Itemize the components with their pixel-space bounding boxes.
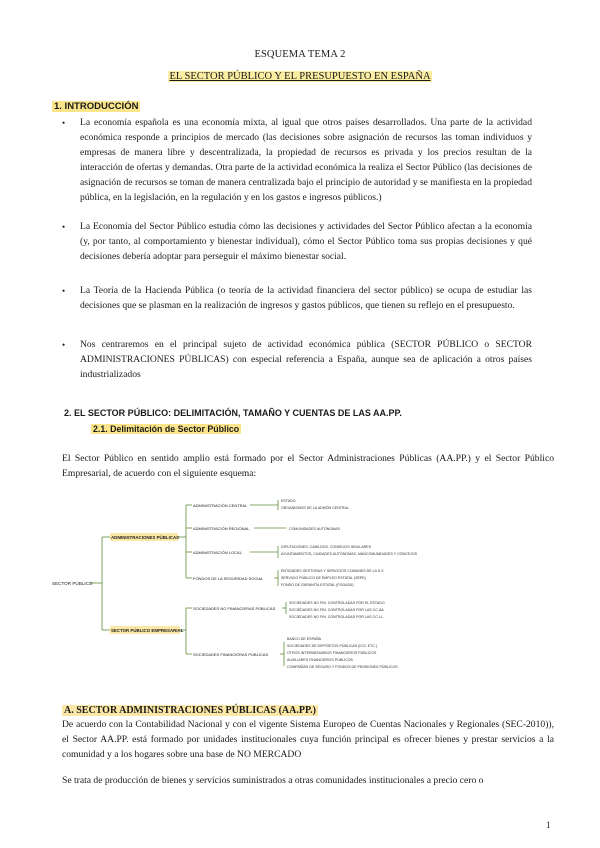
section-2-heading: 2. EL SECTOR PÚBLICO: DELIMITACIÓN, TAMAÑO Y CUENTAS DE LAS AA.PP. <box>64 408 402 418</box>
diagram-node-seguridad-social: FONDOS DE LA SEGURIDAD SOCIAL <box>193 576 264 581</box>
diagram-node-financieras: SOCIEDADES FINANCIERAS PÚBLICAS <box>193 652 269 657</box>
diagram-leaf: OTROS INTERMEDIARIOS FINANCIEROS PÚBLICOS <box>287 651 377 655</box>
diagram-leaf: FONDO DE GARANTÍA ESTATAL (FOGASA) <box>281 583 354 587</box>
diagram-leaf: SOCIEDADES NO FIN. CONTROLADAS POR LAS CC.LL. <box>289 615 384 619</box>
diagram-leaf: BANCO DE ESPAÑA <box>287 637 322 641</box>
diagram-branch-empresarial: SECTOR PÚBLICO EMPRESARIAL <box>111 628 184 633</box>
diagram-leaf: SOCIEDADES NO FIN. CONTROLADAS POR LAS CC.AA. <box>289 608 385 612</box>
diagram-leaf: ORGANISMOS DE LA ADMÓN CENTRAL <box>281 506 349 510</box>
diagram-leaf: SERVICIO PÚBLICO DE EMPLEO ESTATAL (SEPE) <box>281 576 366 580</box>
sector-publico-diagram <box>50 490 550 690</box>
diagram-leaf: ENTIDADES GESTORAS Y SERVICIOS COMUNES DE LA S.S. <box>281 569 385 573</box>
diagram-node-admin-central: ADMINISTRACIÓN CENTRAL <box>193 503 248 508</box>
diagram-leaf: DIPUTACIONES, CABILDOS, CONSEJOS INSULARES <box>281 545 371 549</box>
document-title: ESQUEMA TEMA 2 <box>254 49 346 60</box>
section-a-heading: A. SECTOR ADMINISTRACIONES PÚBLICAS (AA.PP.) <box>64 705 316 716</box>
section-a-paragraph-2: Se trata de producción de bienes y servicios suministrados a otras comunidades institucionales a precio cero o <box>62 775 484 786</box>
bullet-icon: • <box>62 340 66 350</box>
bullet-icon: • <box>62 286 66 296</box>
diagram-leaf: COMUNIDADES AUTÓNOMAS <box>289 527 340 531</box>
intro-bullet-4: Nos centraremos en el principal sujeto de actividad económica pública (SECTOR PÚBLICO o SECTOR ADMINISTRACIONES PÚBLICAS) con especial referencia a España, aunque sea de aplicación a otros países industrializados <box>80 339 532 381</box>
section-2-intro: El Sector Público en sentido amplio está formado por el Sector Administraciones Públicas (AA.PP.) y el Sector Público Empresarial, de acuerdo con el siguiente esquema: <box>62 453 554 479</box>
diagram-branch-aapp: ADMINISTRACIONES PÚBLICAS <box>111 535 180 540</box>
diagram-leaf: AYUNTAMIENTOS, CIUDADES AUTÓNOMAS, MANCOMUNIDADES Y CONCEJOS <box>281 552 418 556</box>
diagram-leaf: COMPAÑÍAS DE SEGURO Y FONDOS DE PENSIONES PÚBLICOS <box>287 665 398 669</box>
diagram-node-admin-regional: ADMINISTRACIÓN REGIONAL <box>193 526 250 531</box>
intro-bullet-3: La Teoría de la Hacienda Pública (o teoría de la actividad financiera del sector público) se ocupa de estudiar las decisiones que se plasman en la realización de ingresos y gastos públicos, que tienen su reflejo en el presupuesto. <box>80 285 532 312</box>
section-1-heading: 1. INTRODUCCIÓN <box>54 101 139 112</box>
diagram-node-no-financieras: SOCIEDADES NO FINANCIERAS PÚBLICAS <box>193 606 276 611</box>
intro-bullet-2: La Economía del Sector Público estudia cómo las decisiones y actividades del Sector Público afectan a la economía (y, por tanto, al comportamiento y bienestar individual), cómo el Sector Público toma sus propias decisiones y qué decisiones debería adoptar para perseguir el máximo bienestar social. <box>80 221 532 263</box>
diagram-leaf: SOCIEDADES NO FIN. CONTROLADAS POR EL ESTADO <box>289 601 385 605</box>
section-a-paragraph-1: De acuerdo con la Contabilidad Nacional y con el vigente Sistema Europeo de Cuentas Nacionales y Regionales (SEC-2010)), el Sector AA.PP. está formado por unidades institucionales cuya función principal es ofrecer bienes y prestar servicios a la comunidad y a los hogares sobre una base de NO MERCADO <box>62 719 554 760</box>
page-number: 1 <box>546 820 551 830</box>
diagram-node-admin-local: ADMINISTRACIÓN LOCAL <box>193 550 242 555</box>
diagram-root-label: SECTOR PÚBLICO <box>52 581 93 586</box>
diagram-leaf: ESTADO <box>281 499 296 503</box>
bullet-icon: • <box>62 222 66 232</box>
diagram-leaf: AUXILIARES FINANCIEROS PÚBLICOS <box>287 658 353 662</box>
diagram-leaf: SOCIEDADES DE DEPÓSITOS PÚBLICAS (ICO, ETC.) <box>287 644 378 648</box>
bullet-icon: • <box>62 118 66 128</box>
section-2-1-heading: 2.1. Delimitación de Sector Público <box>93 424 240 434</box>
intro-bullet-1: La economía española es una economía mixta, al igual que otros países desarrollados. Una parte de la actividad económica responde a principios de mercado (las decisiones sobre asignación de recursos las toman individuos y empresas de manera libre y descentralizada, la propiedad de recursos es privada y los precios resultan de la interacción de ofertas y demandas. Otra parte de la actividad económica la realiza el Sector Público (las decisiones de asignación de recursos se toman de manera centralizada bajo el principio de autoridad y se manifiesta en la propiedad pública, en la legislación, en la regulación y en los gastos e ingresos públicos.) <box>80 117 532 204</box>
document-subtitle: EL SECTOR PÚBLICO Y EL PRESUPUESTO EN ESPAÑA <box>169 71 431 82</box>
